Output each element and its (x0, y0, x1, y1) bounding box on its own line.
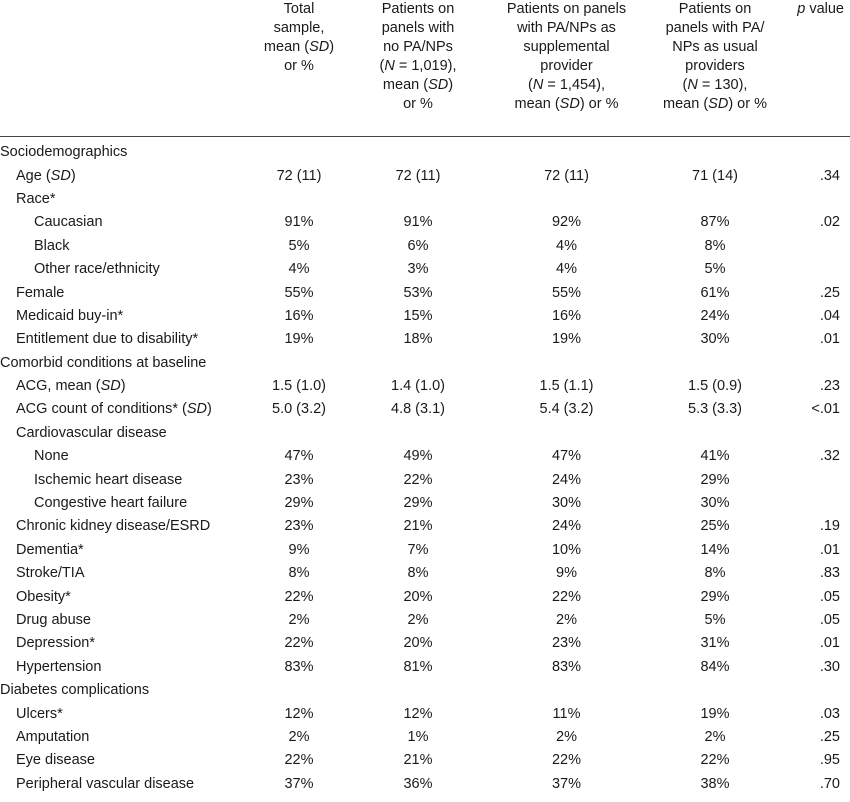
p-value-cell: .34 (819, 167, 840, 184)
total-sample-cell: 91% (284, 214, 314, 231)
no-pa-np-cell: 21% (403, 752, 433, 769)
total-sample-cell: 47% (284, 448, 314, 465)
p-value-cell (785, 351, 850, 374)
supplemental-cell (488, 351, 645, 374)
usual-provider-cell: 1.5 (0.9) (688, 378, 742, 395)
row-label: Other race/ethnicity (34, 261, 160, 278)
no-pa-np-cell: 1% (407, 728, 429, 745)
no-pa-np-cell (348, 136, 488, 164)
row-label: Depression* (16, 635, 95, 652)
supplemental-cell: 24% (551, 471, 582, 488)
total-sample-cell: 22% (284, 635, 314, 652)
total-sample-cell (250, 678, 348, 701)
supplemental-cell: 23% (551, 635, 582, 652)
usual-provider-cell: 8% (704, 237, 726, 254)
no-pa-np-cell (348, 351, 488, 374)
supplemental-cell: 19% (551, 331, 582, 348)
p-value-cell: .03 (819, 705, 840, 722)
table-row (0, 725, 850, 748)
p-value-cell: .70 (819, 775, 840, 792)
supplemental-cell: 9% (556, 565, 577, 582)
row-label: Dementia* (16, 541, 84, 558)
supplemental-cell: 16% (551, 307, 582, 324)
row-label: Eye disease (16, 752, 95, 769)
total-sample-cell: 5.0 (3.2) (272, 401, 326, 418)
row-label: Chronic kidney disease/ESRD (16, 518, 211, 535)
table-row (0, 749, 850, 772)
total-sample-cell: 29% (284, 495, 314, 512)
table-row (0, 351, 850, 374)
p-value-cell (785, 421, 850, 444)
usual-provider-cell: 29% (700, 471, 730, 488)
usual-provider-cell: 29% (700, 588, 730, 605)
table-row (0, 187, 850, 210)
p-value-cell: .01 (819, 635, 840, 652)
table-row (0, 164, 850, 187)
total-sample-cell (250, 136, 348, 164)
row-label: Race* (16, 190, 56, 207)
table-row (0, 234, 850, 257)
usual-provider-cell: 8% (704, 565, 726, 582)
supplemental-cell: 24% (551, 518, 582, 535)
supplemental-cell: 47% (551, 448, 582, 465)
row-label: None (34, 448, 69, 465)
usual-provider-cell: 41% (700, 448, 730, 465)
no-pa-np-cell: 7% (407, 541, 429, 558)
usual-provider-cell: 31% (700, 635, 730, 652)
supplemental-cell: 2% (556, 728, 577, 745)
p-value-cell: .30 (819, 658, 840, 675)
row-label: Stroke/TIA (16, 565, 85, 582)
row-label: Amputation (16, 728, 90, 745)
supplemental-cell: 1.5 (1.1) (539, 378, 594, 395)
header-blank (0, 0, 250, 136)
p-value-cell: .19 (819, 518, 840, 535)
usual-provider-cell (645, 351, 785, 374)
total-sample-cell: 4% (288, 261, 310, 278)
no-pa-np-cell: 49% (403, 448, 433, 465)
supplemental-cell (488, 421, 645, 444)
row-label: Black (34, 237, 70, 254)
total-sample-cell: 9% (288, 541, 310, 558)
header-total-sample: Total sample, mean (SD) or % (250, 0, 348, 136)
total-sample-cell: 83% (284, 658, 314, 675)
total-sample-cell: 55% (284, 284, 314, 301)
table-row (0, 608, 850, 631)
supplemental-cell: 30% (551, 495, 582, 512)
row-label: Obesity* (16, 588, 71, 605)
usual-provider-cell: 38% (700, 775, 730, 792)
table-row (0, 468, 850, 491)
usual-provider-cell: 71 (14) (692, 167, 738, 184)
p-value-cell: .25 (819, 728, 840, 745)
no-pa-np-cell: 4.8 (3.1) (391, 401, 445, 418)
p-value-cell (785, 491, 850, 514)
usual-provider-cell (645, 678, 785, 701)
no-pa-np-cell: 6% (407, 237, 429, 254)
table-row (0, 374, 850, 397)
supplemental-cell: 4% (556, 261, 577, 278)
table-row (0, 211, 850, 234)
header-supplemental: Patients on panels with PA/NPs as supplemental provider (N = 1,454), mean (SD) or % (506, 1, 627, 112)
usual-provider-cell: 84% (700, 658, 730, 675)
p-value-cell: <.01 (811, 401, 840, 418)
header-p-value: p value (797, 1, 844, 17)
table-row (0, 257, 850, 280)
p-value-cell (785, 136, 850, 164)
table-row (0, 328, 850, 351)
table-row (0, 562, 850, 585)
usual-provider-cell: 30% (700, 331, 730, 348)
total-sample-cell: 12% (284, 705, 314, 722)
no-pa-np-cell: 2% (407, 612, 429, 628)
row-label: Drug abuse (16, 612, 91, 628)
total-sample-cell (250, 187, 348, 210)
usual-provider-cell (645, 421, 785, 444)
usual-provider-cell: 25% (700, 518, 730, 535)
table-row (0, 136, 850, 164)
table-row (0, 678, 850, 701)
supplemental-cell: 2% (556, 612, 577, 628)
usual-provider-cell: 30% (700, 495, 730, 512)
total-sample-cell: 72 (11) (276, 167, 322, 184)
p-value-cell: .02 (819, 214, 840, 231)
row-label: Congestive heart failure (34, 495, 188, 512)
table-row (0, 655, 850, 678)
row-label: Comorbid conditions at baseline (0, 354, 207, 371)
total-sample-cell: 2% (288, 728, 310, 745)
table-row (0, 421, 850, 444)
no-pa-np-cell (348, 678, 488, 701)
row-label: ACG count of conditions* (SD) (16, 401, 212, 418)
header-no-pa-np: Patients on panels with no PA/NPs (N = 1,019), mean (SD) or % (379, 1, 457, 112)
supplemental-cell: 22% (551, 588, 582, 605)
usual-provider-cell: 87% (700, 214, 730, 231)
total-sample-cell: 37% (284, 775, 314, 792)
usual-provider-cell: 24% (700, 307, 730, 324)
row-label: Caucasian (34, 214, 103, 231)
p-value-cell: .25 (819, 284, 840, 301)
usual-provider-cell: 5.3 (3.3) (688, 401, 742, 418)
header-usual-provider: Patients on panels with PA/ NPs as usual providers (N = 130), mean (SD) or % (663, 1, 767, 112)
total-sample-cell (250, 351, 348, 374)
supplemental-cell: 37% (551, 775, 582, 792)
header-total-sample-mean: mean (SD) (263, 39, 335, 55)
total-sample-cell (250, 421, 348, 444)
p-value-cell: .83 (819, 565, 840, 582)
row-label: Sociodemographics (0, 144, 128, 161)
p-value-cell: .04 (819, 307, 840, 324)
supplemental-cell: 4% (556, 237, 577, 254)
no-pa-np-cell: 15% (403, 307, 433, 324)
table-body (0, 136, 850, 795)
total-sample-cell: 19% (284, 331, 314, 348)
supplemental-cell: 5.4 (3.2) (539, 401, 594, 418)
total-sample-cell: 22% (284, 752, 314, 769)
usual-provider-cell: 2% (704, 728, 726, 745)
no-pa-np-cell: 1.4 (1.0) (391, 378, 445, 395)
no-pa-np-cell: 20% (403, 588, 433, 605)
p-value-cell: .01 (819, 541, 840, 558)
p-value-cell: .05 (819, 612, 840, 628)
supplemental-cell: 11% (552, 705, 581, 722)
p-value-cell: .32 (819, 448, 840, 465)
table-row (0, 304, 850, 327)
row-label: Diabetes complications (0, 682, 150, 699)
usual-provider-cell (645, 187, 785, 210)
no-pa-np-cell: 91% (403, 214, 433, 231)
usual-provider-cell (645, 136, 785, 164)
table-row (0, 702, 850, 725)
no-pa-np-cell: 53% (403, 284, 433, 301)
no-pa-np-cell: 3% (407, 261, 429, 278)
usual-provider-cell: 5% (704, 612, 726, 628)
total-sample-cell: 16% (284, 307, 314, 324)
row-label: Peripheral vascular disease (16, 775, 195, 792)
row-label: Age (SD) (16, 167, 76, 184)
header-row (0, 0, 850, 136)
no-pa-np-cell: 36% (403, 775, 433, 792)
supplemental-cell: 92% (551, 214, 582, 231)
table-row (0, 538, 850, 561)
supplemental-cell (488, 187, 645, 210)
table-row (0, 515, 850, 538)
p-value-cell (785, 257, 850, 280)
usual-provider-cell: 19% (700, 705, 730, 722)
usual-provider-cell: 61% (700, 284, 730, 301)
usual-provider-cell: 22% (700, 752, 730, 769)
supplemental-cell (488, 678, 645, 701)
row-label: Medicaid buy-in* (16, 307, 124, 324)
no-pa-np-cell: 72 (11) (395, 167, 441, 184)
total-sample-cell: 8% (288, 565, 310, 582)
row-label: ACG, mean (SD) (16, 378, 126, 395)
no-pa-np-cell: 81% (403, 658, 433, 675)
p-value-cell: .05 (819, 588, 840, 605)
no-pa-np-cell: 29% (403, 495, 433, 512)
p-value-cell (785, 234, 850, 257)
no-pa-np-cell: 8% (407, 565, 429, 582)
usual-provider-cell: 5% (704, 261, 726, 278)
p-value-cell (785, 187, 850, 210)
p-value-cell: .01 (819, 331, 840, 348)
no-pa-np-cell (348, 421, 488, 444)
p-value-cell: .23 (819, 378, 840, 395)
no-pa-np-cell: 21% (403, 518, 433, 535)
supplemental-cell: 22% (551, 752, 582, 769)
table-row (0, 772, 850, 795)
row-label: Female (16, 284, 65, 301)
no-pa-np-cell: 12% (403, 705, 433, 722)
no-pa-np-cell (348, 187, 488, 210)
no-pa-np-cell: 20% (403, 635, 433, 652)
table-row (0, 281, 850, 304)
total-sample-cell: 2% (288, 612, 310, 628)
table-row (0, 632, 850, 655)
table-row (0, 445, 850, 468)
table-row (0, 398, 850, 421)
p-value-cell (785, 468, 850, 491)
supplemental-cell (488, 136, 645, 164)
p-value-cell: .95 (819, 752, 840, 769)
supplemental-cell: 10% (551, 541, 582, 558)
no-pa-np-cell: 22% (403, 471, 433, 488)
supplemental-cell: 72 (11) (544, 167, 589, 184)
supplemental-cell: 83% (551, 658, 582, 675)
total-sample-cell: 1.5 (1.0) (272, 378, 326, 395)
table-row (0, 491, 850, 514)
table-header (0, 0, 850, 136)
usual-provider-cell: 14% (700, 541, 730, 558)
total-sample-cell: 23% (284, 471, 314, 488)
row-label: Ischemic heart disease (34, 471, 183, 488)
row-label: Hypertension (16, 658, 102, 675)
row-label: Ulcers* (16, 705, 63, 722)
row-label: Cardiovascular disease (16, 424, 167, 441)
total-sample-cell: 22% (284, 588, 314, 605)
total-sample-cell: 5% (288, 237, 310, 254)
total-sample-cell: 23% (284, 518, 314, 535)
table-row (0, 585, 850, 608)
supplemental-cell: 55% (551, 284, 582, 301)
row-label: Entitlement due to disability* (16, 331, 199, 348)
p-value-cell (785, 678, 850, 701)
no-pa-np-cell: 18% (403, 331, 433, 348)
